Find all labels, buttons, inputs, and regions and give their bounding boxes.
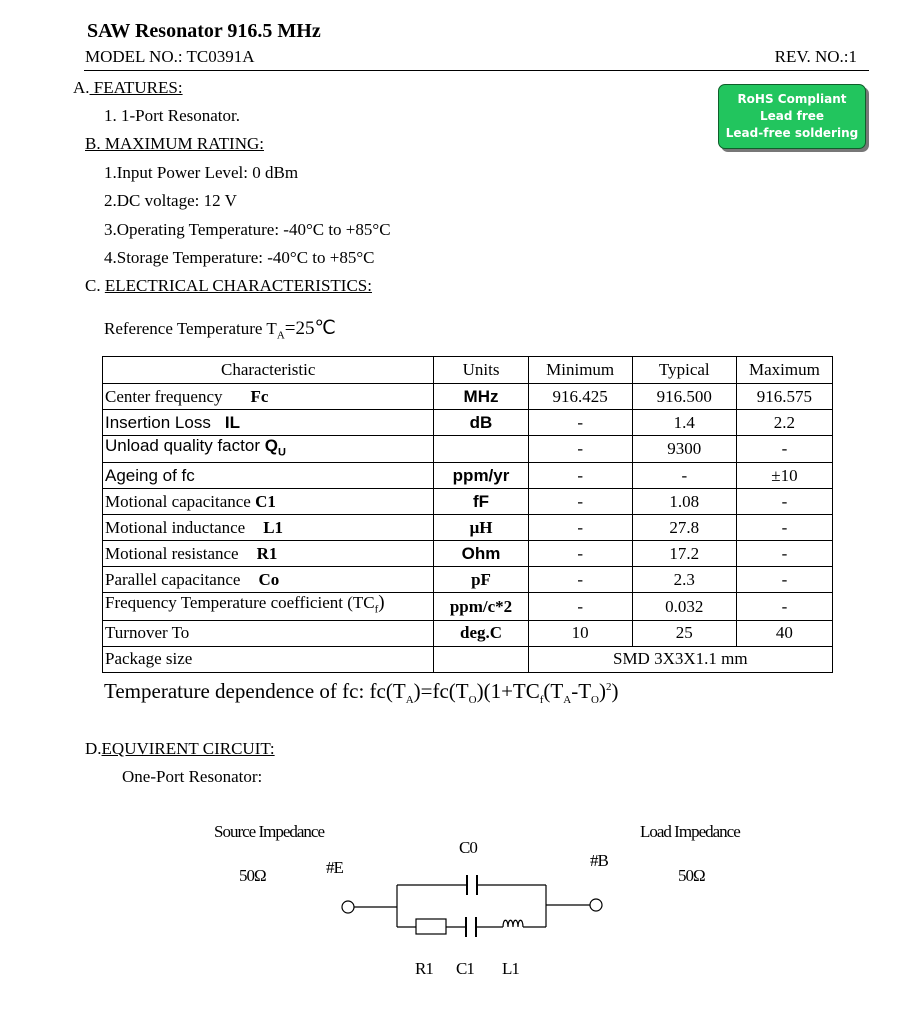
typ-cell: - <box>632 463 736 489</box>
min-cell: 916.425 <box>528 384 632 410</box>
revision-number: REV. NO.:1 <box>774 47 857 66</box>
unit-cell: dB <box>434 410 528 436</box>
min-cell: - <box>528 541 632 567</box>
characteristic-name: Motional inductance <box>105 517 246 537</box>
section-d-subtitle: One-Port Resonator: <box>122 767 263 786</box>
rohs-badge-line2: Lead free <box>759 109 825 123</box>
l1-label: L1 <box>502 959 519 978</box>
formula-sub: O <box>591 694 599 707</box>
characteristic-symbol: L1 <box>263 517 284 537</box>
characteristic-name: Package size <box>105 649 193 669</box>
unit-cell: deg.C <box>434 620 528 646</box>
min-cell: 10 <box>528 620 632 646</box>
max-cell: - <box>736 436 832 463</box>
min-cell: - <box>528 489 632 515</box>
characteristic-name: Turnover To <box>105 623 190 643</box>
typ-cell: 1.08 <box>632 489 736 515</box>
characteristic-symbol: Fc <box>250 386 269 406</box>
characteristic-name: Frequency Temperature coefficient (TC <box>105 593 375 613</box>
min-cell: - <box>528 567 632 593</box>
characteristic-name: Insertion Loss <box>105 412 211 432</box>
unit-cell: pF <box>434 567 528 593</box>
rohs-badge-line3: Lead-free soldering <box>725 126 859 140</box>
rating-item: 1.Input Power Level: 0 dBm <box>104 163 299 182</box>
formula-sub: O <box>468 694 477 707</box>
r1-resistor <box>416 919 446 934</box>
typ-cell: 17.2 <box>632 541 736 567</box>
model-number: MODEL NO.: TC0391A <box>85 47 255 66</box>
typ-cell: 2.3 <box>632 567 736 593</box>
load-impedance-value: 50Ω <box>678 866 705 885</box>
formula-text: )(1+TC <box>476 679 540 703</box>
rating-item: 4.Storage Temperature: -40°C to +85°C <box>104 248 375 267</box>
characteristic-name: Motional resistance <box>105 543 239 563</box>
typ-cell: 27.8 <box>632 515 736 541</box>
section-d-title: EQUVIRENT CIRCUIT: <box>101 739 275 758</box>
section-c-prefix: C. <box>85 276 105 295</box>
characteristic-name: Center frequency <box>105 386 223 406</box>
terminal-b <box>590 899 602 911</box>
min-cell: - <box>528 593 632 620</box>
characteristic-symbol: R1 <box>256 543 278 563</box>
max-cell: - <box>736 515 832 541</box>
load-impedance-label: Load Impedance <box>640 822 740 841</box>
ref-temp-prefix: Reference Temperature T <box>104 319 277 338</box>
characteristic-symbol-sub: U <box>277 446 286 459</box>
max-cell: - <box>736 489 832 515</box>
typ-cell: 25 <box>632 620 736 646</box>
typ-cell: 1.4 <box>632 410 736 436</box>
rating-item: 3.Operating Temperature: -40°C to +85°C <box>104 220 391 239</box>
rating-item: 2.DC voltage: 12 V <box>104 191 237 210</box>
typ-cell: 916.500 <box>632 384 736 410</box>
rohs-badge-line1: RoHS Compliant <box>737 92 847 106</box>
min-cell: - <box>528 410 632 436</box>
max-cell: - <box>736 593 832 620</box>
max-cell: ±10 <box>736 463 832 489</box>
max-cell: 40 <box>736 620 832 646</box>
node-b-label: #B <box>590 851 608 870</box>
section-d-prefix: D. <box>85 739 102 758</box>
characteristic-symbol: Co <box>258 569 280 589</box>
package-size-cell: SMD 3X3X1.1 mm <box>528 646 832 672</box>
unit-cell: fF <box>434 489 528 515</box>
formula-sub: A <box>405 694 414 707</box>
section-a-title: FEATURES: <box>89 78 183 97</box>
column-header: Characteristic <box>103 357 434 384</box>
feature-item: 1. 1-Port Resonator. <box>104 106 240 125</box>
formula-sup: 2 <box>605 681 612 693</box>
terminal-e <box>342 901 354 913</box>
column-header: Maximum <box>736 357 832 384</box>
characteristic-symbol: Q <box>264 436 278 455</box>
characteristic-name: Motional capacitance <box>105 491 251 511</box>
column-header: Typical <box>632 357 736 384</box>
source-impedance-value: 50Ω <box>239 866 266 885</box>
ref-temp-sub: A <box>276 329 285 342</box>
section-a-prefix: A. <box>73 78 90 97</box>
characteristic-name: Unload quality factor <box>105 436 260 455</box>
formula-sub: A <box>563 694 572 707</box>
max-cell: - <box>736 541 832 567</box>
column-header: Minimum <box>528 357 632 384</box>
c0-label: C0 <box>459 838 477 857</box>
formula-text: ) <box>611 679 619 703</box>
min-cell: - <box>528 515 632 541</box>
document-title: SAW Resonator 916.5 MHz <box>87 20 321 42</box>
min-cell: - <box>528 463 632 489</box>
characteristic-symbol: IL <box>224 412 240 432</box>
max-cell: 2.2 <box>736 410 832 436</box>
typ-cell: 0.032 <box>632 593 736 620</box>
r1-label: R1 <box>415 959 433 978</box>
section-c-title: ELECTRICAL CHARACTERISTICS: <box>104 276 372 295</box>
max-cell: - <box>736 567 832 593</box>
characteristic-symbol: C1 <box>255 491 276 511</box>
formula-text: -T <box>571 679 592 703</box>
formula-sub: f <box>539 694 544 707</box>
formula-text: ) <box>598 679 606 703</box>
ref-temp-suffix: =25℃ <box>284 318 336 339</box>
unit-cell: Ohm <box>434 541 528 567</box>
unit-cell: ppm/c*2 <box>434 593 528 620</box>
unit-cell: ppm/yr <box>434 463 528 489</box>
unit-cell: MHz <box>434 384 528 410</box>
source-impedance-label: Source Impedance <box>214 822 325 841</box>
characteristic-name-tail: ) <box>378 592 385 614</box>
section-b-title: B. MAXIMUM RATING: <box>85 134 264 153</box>
formula-text: (T <box>543 679 564 703</box>
typ-cell: 9300 <box>632 436 736 463</box>
column-header: Units <box>434 357 528 384</box>
c1-label: C1 <box>456 959 474 978</box>
formula-text: )=fc(T <box>413 679 469 703</box>
characteristic-name: Parallel capacitance <box>105 569 241 589</box>
unit-cell: μH <box>434 515 528 541</box>
min-cell: - <box>528 436 632 463</box>
max-cell: 916.575 <box>736 384 832 410</box>
formula-text: Temperature dependence of fc: fc(T <box>104 679 406 703</box>
characteristic-name-sub: f <box>374 603 379 616</box>
l1-inductor <box>503 920 523 927</box>
node-e-label: #E <box>326 858 343 877</box>
characteristic-name: Ageing of fc <box>105 465 195 485</box>
